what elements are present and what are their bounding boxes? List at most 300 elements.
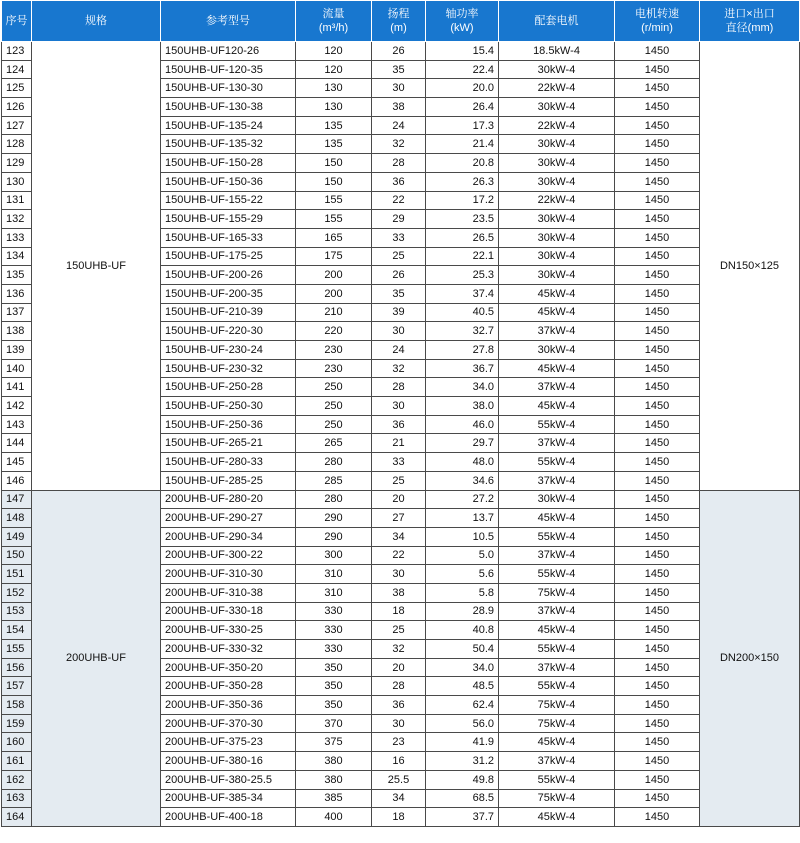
cell-speed: 1450 — [615, 770, 700, 789]
cell-index: 138 — [2, 322, 32, 341]
cell-flow: 280 — [296, 453, 372, 472]
cell-head: 30 — [372, 565, 426, 584]
cell-index: 155 — [2, 640, 32, 659]
cell-model: 150UHB-UF-230-32 — [161, 359, 296, 378]
cell-speed: 1450 — [615, 359, 700, 378]
cell-speed: 1450 — [615, 527, 700, 546]
cell-head: 35 — [372, 60, 426, 79]
cell-index: 139 — [2, 341, 32, 360]
cell-shaft-power: 32.7 — [426, 322, 499, 341]
cell-motor: 45kW-4 — [499, 284, 615, 303]
cell-head: 18 — [372, 602, 426, 621]
cell-shaft-power: 10.5 — [426, 527, 499, 546]
cell-motor: 30kW-4 — [499, 228, 615, 247]
cell-motor: 55kW-4 — [499, 527, 615, 546]
cell-model: 200UHB-UF-375-23 — [161, 733, 296, 752]
cell-speed: 1450 — [615, 378, 700, 397]
cell-model: 150UHB-UF-175-25 — [161, 247, 296, 266]
cell-flow: 200 — [296, 284, 372, 303]
cell-motor: 22kW-4 — [499, 191, 615, 210]
cell-speed: 1450 — [615, 658, 700, 677]
cell-model: 200UHB-UF-310-30 — [161, 565, 296, 584]
cell-head: 35 — [372, 284, 426, 303]
cell-flow: 120 — [296, 42, 372, 61]
cell-head: 36 — [372, 172, 426, 191]
cell-speed: 1450 — [615, 284, 700, 303]
cell-flow: 400 — [296, 808, 372, 827]
cell-flow: 150 — [296, 172, 372, 191]
cell-motor: 75kW-4 — [499, 714, 615, 733]
cell-index: 158 — [2, 696, 32, 715]
cell-flow: 350 — [296, 677, 372, 696]
cell-index: 126 — [2, 98, 32, 117]
cell-speed: 1450 — [615, 471, 700, 490]
cell-speed: 1450 — [615, 191, 700, 210]
cell-head: 38 — [372, 583, 426, 602]
cell-motor: 30kW-4 — [499, 247, 615, 266]
cell-model: 150UHB-UF-285-25 — [161, 471, 296, 490]
cell-head: 24 — [372, 116, 426, 135]
cell-shaft-power: 26.3 — [426, 172, 499, 191]
cell-motor: 30kW-4 — [499, 490, 615, 509]
cell-flow: 120 — [296, 60, 372, 79]
cell-speed: 1450 — [615, 135, 700, 154]
cell-head: 18 — [372, 808, 426, 827]
cell-shaft-power: 62.4 — [426, 696, 499, 715]
cell-shaft-power: 17.3 — [426, 116, 499, 135]
cell-motor: 55kW-4 — [499, 677, 615, 696]
cell-flow: 290 — [296, 527, 372, 546]
cell-model: 200UHB-UF-290-34 — [161, 527, 296, 546]
cell-head: 30 — [372, 322, 426, 341]
cell-speed: 1450 — [615, 98, 700, 117]
cell-shaft-power: 49.8 — [426, 770, 499, 789]
cell-speed: 1450 — [615, 583, 700, 602]
cell-motor: 30kW-4 — [499, 135, 615, 154]
cell-index: 123 — [2, 42, 32, 61]
cell-head: 16 — [372, 752, 426, 771]
cell-shaft-power: 37.4 — [426, 284, 499, 303]
cell-speed: 1450 — [615, 341, 700, 360]
cell-index: 154 — [2, 621, 32, 640]
cell-index: 127 — [2, 116, 32, 135]
cell-motor: 37kW-4 — [499, 322, 615, 341]
cell-model: 150UHB-UF-250-36 — [161, 415, 296, 434]
cell-model: 150UHB-UF-250-28 — [161, 378, 296, 397]
cell-index: 137 — [2, 303, 32, 322]
cell-speed: 1450 — [615, 434, 700, 453]
cell-model: 150UHB-UF-165-33 — [161, 228, 296, 247]
cell-motor: 55kW-4 — [499, 453, 615, 472]
cell-flow: 330 — [296, 602, 372, 621]
cell-motor: 37kW-4 — [499, 434, 615, 453]
cell-shaft-power: 37.7 — [426, 808, 499, 827]
cell-model: 150UHB-UF-280-33 — [161, 453, 296, 472]
cell-flow: 230 — [296, 341, 372, 360]
cell-flow: 130 — [296, 79, 372, 98]
cell-motor: 45kW-4 — [499, 359, 615, 378]
cell-flow: 175 — [296, 247, 372, 266]
cell-index: 135 — [2, 266, 32, 285]
cell-index: 156 — [2, 658, 32, 677]
cell-speed: 1450 — [615, 640, 700, 659]
cell-shaft-power: 21.4 — [426, 135, 499, 154]
cell-shaft-power: 20.0 — [426, 79, 499, 98]
cell-speed: 1450 — [615, 509, 700, 528]
cell-model: 150UHB-UF-200-26 — [161, 266, 296, 285]
cell-shaft-power: 26.5 — [426, 228, 499, 247]
cell-flow: 280 — [296, 490, 372, 509]
cell-speed: 1450 — [615, 397, 700, 416]
cell-index: 144 — [2, 434, 32, 453]
cell-model: 200UHB-UF-350-28 — [161, 677, 296, 696]
cell-model: 150UHB-UF-155-29 — [161, 210, 296, 229]
cell-flow: 380 — [296, 770, 372, 789]
cell-flow: 210 — [296, 303, 372, 322]
cell-head: 22 — [372, 546, 426, 565]
cell-flow: 380 — [296, 752, 372, 771]
cell-head: 26 — [372, 42, 426, 61]
cell-model: 200UHB-UF-380-25.5 — [161, 770, 296, 789]
cell-head: 32 — [372, 640, 426, 659]
cell-speed: 1450 — [615, 696, 700, 715]
cell-model: 150UHB-UF-210-39 — [161, 303, 296, 322]
cell-shaft-power: 36.7 — [426, 359, 499, 378]
cell-diameter-group: DN150×125 — [700, 42, 800, 491]
cell-model: 150UHB-UF-230-24 — [161, 341, 296, 360]
cell-motor: 55kW-4 — [499, 640, 615, 659]
cell-index: 132 — [2, 210, 32, 229]
cell-motor: 45kW-4 — [499, 808, 615, 827]
cell-shaft-power: 48.0 — [426, 453, 499, 472]
cell-shaft-power: 31.2 — [426, 752, 499, 771]
cell-model: 150UHB-UF-135-32 — [161, 135, 296, 154]
cell-speed: 1450 — [615, 677, 700, 696]
cell-index: 161 — [2, 752, 32, 771]
cell-motor: 55kW-4 — [499, 415, 615, 434]
cell-motor: 45kW-4 — [499, 509, 615, 528]
cell-motor: 45kW-4 — [499, 397, 615, 416]
cell-index: 162 — [2, 770, 32, 789]
cell-flow: 250 — [296, 378, 372, 397]
cell-index: 140 — [2, 359, 32, 378]
cell-head: 28 — [372, 154, 426, 173]
cell-motor: 37kW-4 — [499, 752, 615, 771]
cell-speed: 1450 — [615, 60, 700, 79]
cell-flow: 250 — [296, 415, 372, 434]
cell-shaft-power: 5.6 — [426, 565, 499, 584]
cell-head: 32 — [372, 359, 426, 378]
cell-flow: 165 — [296, 228, 372, 247]
cell-head: 36 — [372, 415, 426, 434]
cell-head: 25 — [372, 247, 426, 266]
cell-index: 149 — [2, 527, 32, 546]
cell-shaft-power: 23.5 — [426, 210, 499, 229]
cell-model: 150UHB-UF-150-28 — [161, 154, 296, 173]
cell-speed: 1450 — [615, 546, 700, 565]
cell-motor: 45kW-4 — [499, 621, 615, 640]
table-body — [2, 42, 800, 827]
cell-flow: 330 — [296, 640, 372, 659]
cell-head: 22 — [372, 191, 426, 210]
cell-motor: 18.5kW-4 — [499, 42, 615, 61]
cell-index: 129 — [2, 154, 32, 173]
cell-index: 159 — [2, 714, 32, 733]
cell-speed: 1450 — [615, 228, 700, 247]
cell-index: 142 — [2, 397, 32, 416]
cell-motor: 75kW-4 — [499, 789, 615, 808]
cell-flow: 375 — [296, 733, 372, 752]
cell-index: 143 — [2, 415, 32, 434]
cell-model: 200UHB-UF-330-25 — [161, 621, 296, 640]
cell-shaft-power: 15.4 — [426, 42, 499, 61]
cell-head: 25 — [372, 621, 426, 640]
cell-head: 24 — [372, 341, 426, 360]
cell-shaft-power: 22.4 — [426, 60, 499, 79]
header-flow: 流量 (m³/h) — [296, 1, 372, 42]
cell-head: 28 — [372, 677, 426, 696]
cell-index: 148 — [2, 509, 32, 528]
cell-motor: 37kW-4 — [499, 471, 615, 490]
cell-model: 200UHB-UF-370-30 — [161, 714, 296, 733]
cell-shaft-power: 34.0 — [426, 658, 499, 677]
cell-model: 150UHB-UF-130-38 — [161, 98, 296, 117]
cell-shaft-power: 5.8 — [426, 583, 499, 602]
header-index: 序号 — [2, 1, 32, 42]
cell-head: 21 — [372, 434, 426, 453]
cell-speed: 1450 — [615, 453, 700, 472]
cell-model: 200UHB-UF-330-32 — [161, 640, 296, 659]
cell-motor: 30kW-4 — [499, 98, 615, 117]
cell-index: 131 — [2, 191, 32, 210]
cell-spec-group: 200UHB-UF — [32, 490, 161, 826]
cell-speed: 1450 — [615, 116, 700, 135]
cell-diameter-group: DN200×150 — [700, 490, 800, 826]
cell-head: 27 — [372, 509, 426, 528]
cell-head: 39 — [372, 303, 426, 322]
cell-model: 150UHB-UF-200-35 — [161, 284, 296, 303]
cell-flow: 135 — [296, 135, 372, 154]
cell-shaft-power: 27.2 — [426, 490, 499, 509]
cell-head: 34 — [372, 527, 426, 546]
cell-index: 141 — [2, 378, 32, 397]
cell-speed: 1450 — [615, 808, 700, 827]
cell-flow: 230 — [296, 359, 372, 378]
cell-shaft-power: 20.8 — [426, 154, 499, 173]
cell-model: 200UHB-UF-330-18 — [161, 602, 296, 621]
header-speed: 电机转速 (r/min) — [615, 1, 700, 42]
cell-speed: 1450 — [615, 714, 700, 733]
table-row — [2, 42, 800, 61]
cell-flow: 370 — [296, 714, 372, 733]
cell-flow: 385 — [296, 789, 372, 808]
cell-shaft-power: 40.5 — [426, 303, 499, 322]
cell-index: 134 — [2, 247, 32, 266]
cell-motor: 75kW-4 — [499, 583, 615, 602]
cell-shaft-power: 48.5 — [426, 677, 499, 696]
cell-index: 136 — [2, 284, 32, 303]
cell-head: 30 — [372, 79, 426, 98]
cell-motor: 55kW-4 — [499, 770, 615, 789]
cell-model: 200UHB-UF-300-22 — [161, 546, 296, 565]
cell-index: 133 — [2, 228, 32, 247]
cell-motor: 22kW-4 — [499, 79, 615, 98]
cell-head: 25.5 — [372, 770, 426, 789]
cell-index: 146 — [2, 471, 32, 490]
cell-head: 34 — [372, 789, 426, 808]
cell-motor: 30kW-4 — [499, 341, 615, 360]
cell-motor: 45kW-4 — [499, 303, 615, 322]
cell-speed: 1450 — [615, 752, 700, 771]
cell-flow: 155 — [296, 191, 372, 210]
cell-index: 153 — [2, 602, 32, 621]
cell-speed: 1450 — [615, 490, 700, 509]
cell-model: 200UHB-UF-290-27 — [161, 509, 296, 528]
cell-motor: 22kW-4 — [499, 116, 615, 135]
cell-motor: 30kW-4 — [499, 172, 615, 191]
cell-shaft-power: 22.1 — [426, 247, 499, 266]
cell-flow: 265 — [296, 434, 372, 453]
cell-model: 150UHB-UF-265-21 — [161, 434, 296, 453]
cell-head: 20 — [372, 490, 426, 509]
cell-head: 29 — [372, 210, 426, 229]
cell-motor: 30kW-4 — [499, 60, 615, 79]
header-motor: 配套电机 — [499, 1, 615, 42]
cell-index: 124 — [2, 60, 32, 79]
cell-head: 33 — [372, 228, 426, 247]
cell-model: 200UHB-UF-380-16 — [161, 752, 296, 771]
cell-head: 38 — [372, 98, 426, 117]
cell-flow: 285 — [296, 471, 372, 490]
header-diameter: 进口×出口 直径(mm) — [700, 1, 800, 42]
cell-shaft-power: 50.4 — [426, 640, 499, 659]
table-row — [2, 490, 800, 509]
cell-flow: 350 — [296, 696, 372, 715]
cell-model: 200UHB-UF-385-34 — [161, 789, 296, 808]
cell-speed: 1450 — [615, 322, 700, 341]
cell-flow: 290 — [296, 509, 372, 528]
cell-head: 26 — [372, 266, 426, 285]
cell-model: 150UHB-UF-135-24 — [161, 116, 296, 135]
cell-index: 125 — [2, 79, 32, 98]
cell-speed: 1450 — [615, 210, 700, 229]
cell-speed: 1450 — [615, 602, 700, 621]
cell-speed: 1450 — [615, 565, 700, 584]
cell-shaft-power: 29.7 — [426, 434, 499, 453]
cell-flow: 150 — [296, 154, 372, 173]
cell-model: 200UHB-UF-350-36 — [161, 696, 296, 715]
cell-shaft-power: 26.4 — [426, 98, 499, 117]
cell-motor: 45kW-4 — [499, 733, 615, 752]
cell-flow: 155 — [296, 210, 372, 229]
cell-shaft-power: 5.0 — [426, 546, 499, 565]
cell-head: 32 — [372, 135, 426, 154]
cell-speed: 1450 — [615, 247, 700, 266]
cell-motor: 55kW-4 — [499, 565, 615, 584]
cell-head: 25 — [372, 471, 426, 490]
cell-shaft-power: 34.6 — [426, 471, 499, 490]
cell-shaft-power: 41.9 — [426, 733, 499, 752]
cell-model: 150UHB-UF-250-30 — [161, 397, 296, 416]
cell-speed: 1450 — [615, 42, 700, 61]
cell-head: 23 — [372, 733, 426, 752]
cell-head: 30 — [372, 397, 426, 416]
cell-head: 36 — [372, 696, 426, 715]
cell-model: 200UHB-UF-280-20 — [161, 490, 296, 509]
cell-index: 128 — [2, 135, 32, 154]
cell-speed: 1450 — [615, 733, 700, 752]
cell-model: 200UHB-UF-350-20 — [161, 658, 296, 677]
cell-flow: 300 — [296, 546, 372, 565]
cell-shaft-power: 56.0 — [426, 714, 499, 733]
cell-flow: 330 — [296, 621, 372, 640]
cell-model: 150UHB-UF-130-30 — [161, 79, 296, 98]
pump-spec-table — [1, 0, 800, 827]
cell-flow: 220 — [296, 322, 372, 341]
cell-head: 28 — [372, 378, 426, 397]
cell-speed: 1450 — [615, 79, 700, 98]
cell-model: 150UHB-UF-150-36 — [161, 172, 296, 191]
cell-model: 200UHB-UF-310-38 — [161, 583, 296, 602]
cell-motor: 30kW-4 — [499, 210, 615, 229]
cell-model: 150UHB-UF-155-22 — [161, 191, 296, 210]
cell-spec-group: 150UHB-UF — [32, 42, 161, 491]
header-model: 参考型号 — [161, 1, 296, 42]
cell-shaft-power: 17.2 — [426, 191, 499, 210]
cell-shaft-power: 38.0 — [426, 397, 499, 416]
table-header — [2, 1, 800, 42]
cell-index: 147 — [2, 490, 32, 509]
cell-shaft-power: 28.9 — [426, 602, 499, 621]
cell-motor: 37kW-4 — [499, 378, 615, 397]
cell-motor: 37kW-4 — [499, 602, 615, 621]
header-spec: 规格 — [32, 1, 161, 42]
cell-speed: 1450 — [615, 415, 700, 434]
cell-index: 164 — [2, 808, 32, 827]
cell-motor: 37kW-4 — [499, 546, 615, 565]
cell-flow: 250 — [296, 397, 372, 416]
cell-index: 145 — [2, 453, 32, 472]
cell-speed: 1450 — [615, 621, 700, 640]
cell-shaft-power: 13.7 — [426, 509, 499, 528]
cell-model: 200UHB-UF-400-18 — [161, 808, 296, 827]
cell-index: 130 — [2, 172, 32, 191]
cell-model: 150UHB-UF-220-30 — [161, 322, 296, 341]
header-head: 扬程 (m) — [372, 1, 426, 42]
cell-index: 163 — [2, 789, 32, 808]
cell-speed: 1450 — [615, 154, 700, 173]
cell-flow: 135 — [296, 116, 372, 135]
cell-index: 150 — [2, 546, 32, 565]
cell-flow: 200 — [296, 266, 372, 285]
cell-shaft-power: 25.3 — [426, 266, 499, 285]
cell-shaft-power: 34.0 — [426, 378, 499, 397]
cell-motor: 30kW-4 — [499, 154, 615, 173]
cell-index: 151 — [2, 565, 32, 584]
cell-index: 160 — [2, 733, 32, 752]
cell-model: 150UHB-UF120-26 — [161, 42, 296, 61]
header-shaft-power: 轴功率 (kW) — [426, 1, 499, 42]
cell-shaft-power: 27.8 — [426, 341, 499, 360]
cell-speed: 1450 — [615, 303, 700, 322]
cell-motor: 75kW-4 — [499, 696, 615, 715]
cell-shaft-power: 40.8 — [426, 621, 499, 640]
cell-speed: 1450 — [615, 789, 700, 808]
cell-flow: 350 — [296, 658, 372, 677]
cell-shaft-power: 68.5 — [426, 789, 499, 808]
cell-speed: 1450 — [615, 266, 700, 285]
cell-index: 157 — [2, 677, 32, 696]
